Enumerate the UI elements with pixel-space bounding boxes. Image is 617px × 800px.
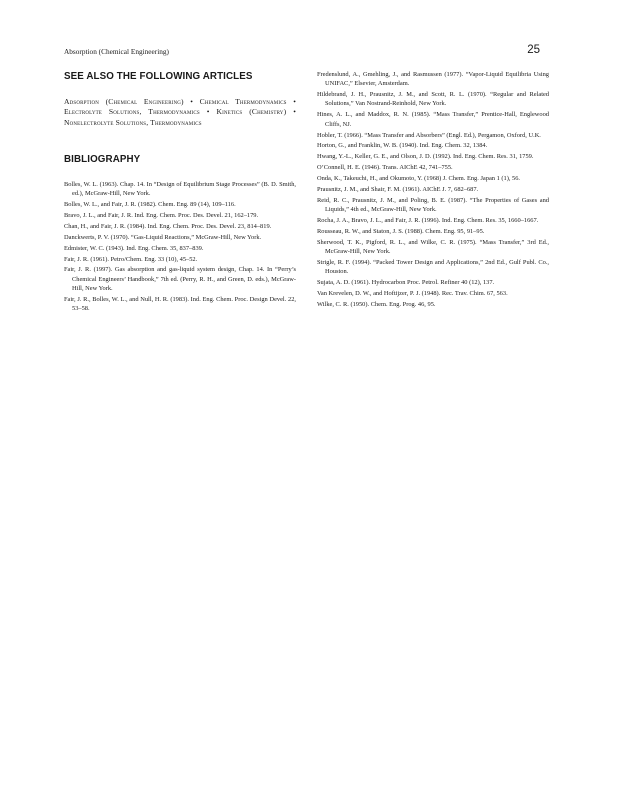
bibliography-entry: Bolles, W. L., and Fair, J. R. (1982). Chem. Eng. 89 (14), 109–116. — [64, 201, 236, 209]
right-column — [317, 70, 549, 311]
running-header: Absorption (Chemical Engineering) — [64, 47, 169, 56]
bullet-separator: • — [190, 97, 194, 106]
see-also-item[interactable]: Nonelectrolyte Solutions, Thermodynamics — [64, 117, 202, 127]
bibliography-entry: Sherwood, T. K., Pigford, R. L., and Wilke, C. R. (1975). “Mass Transfer,” 3rd Ed., McGraw-Hill, New York. — [317, 238, 549, 256]
see-also-item[interactable]: Kinetics (Chemistry) — [216, 107, 287, 117]
bibliography-entry: Fair, J. R. (1961). Petro/Chem. Eng. 33 (10), 45–52. — [64, 255, 198, 263]
bibliography-entry: Wilke, C. R. (1950). Chem. Eng. Prog. 46, 95. — [317, 301, 436, 309]
bibliography-entry: Fair, J. R. (1997). Gas absorption and gas-liquid system design, Chap. 14. In “Perry’s Chemical Engineers’ Handbook,” 7th ed. (Perry, R. H., and Green, D. eds.), McGraw-Hill, New York. — [64, 266, 296, 293]
bibliography-entry: Danckwerts, P. V. (1970). “Gas-Liquid Reactions,” McGraw-Hill, New York. — [64, 233, 262, 241]
bullet-separator: • — [293, 97, 296, 106]
see-also-heading: SEE ALSO THE FOLLOWING ARTICLES — [64, 71, 253, 82]
bibliography-entry: Strigle, R. F. (1994). “Packed Tower Design and Applications,” 2nd Ed., Gulf Publ. Co., Houston. — [317, 259, 549, 276]
left-column — [64, 70, 296, 315]
bibliography-entry: Chan, H., and Fair, J. R. (1984). Ind. Eng. Chem. Proc. Des. Devel. 23, 814–819. — [64, 222, 272, 230]
bibliography-entry: Reid, R. C., Prausnitz, J. M., and Poling, B. E. (1987). “The Properties of Gases and Liquids,” 4th ed., McGraw-Hill, New York. — [317, 196, 549, 214]
bibliography-entry: Prausnitz, J. M., and Shair, F. M. (1961). AIChE J. 7, 682–687. — [317, 186, 479, 194]
bullet-separator: • — [293, 107, 296, 117]
bibliography-entry: Sujata, A. D. (1961). Hydrocarbon Proc. Petrol. Refiner 40 (12), 137. — [317, 279, 495, 287]
bibliography-entry: Bolles, W. L. (1963). Chap. 14. In “Design of Equilibrium Stage Processes” (B. D. Smith, ed.), McGraw-Hill, New York. — [64, 180, 296, 198]
bibliography-entry: Edmister, W. C. (1943). Ind. Eng. Chem. 35, 837–839. — [64, 244, 204, 252]
bibliography-entry: Hwang, Y.-L., Keller, G. E., and Olson, J. D. (1992). Ind. Eng. Chem. Res. 31, 1759. — [317, 153, 534, 161]
bibliography-list-left — [64, 180, 296, 314]
bibliography-list-right — [317, 70, 549, 309]
bibliography-entry: Fair, J. R., Bolles, W. L., and Null, H. R. (1983). Ind. Eng. Chem. Proc. Design Devel. 22, 53–58. — [64, 295, 296, 313]
see-also-item[interactable]: Electrolyte Solutions, Thermodynamics — [64, 107, 200, 117]
bibliography-entry: Horton, G., and Franklin, W. B. (1940). Ind. Eng. Chem. 32, 1384. — [317, 142, 488, 150]
bibliography-entry: Hines, A. L., and Maddox, R. N. (1985). “Mass Transfer,” Prentice-Hall, Englewood Cliffs, NJ. — [317, 111, 549, 128]
bibliography-entry: Van Krevelen, D. W., and Hoftijzer, P. J. (1948). Rec. Trav. Chim. 67, 563. — [317, 290, 508, 298]
bibliography-entry: Hildebrand, J. H., Prausnitz, J. M., and Scott, R. L. (1970). “Regular and Related Solutions,” Van Nostrand-Reinhold, New York. — [317, 91, 549, 108]
bullet-separator: • — [206, 107, 210, 117]
bibliography-heading: BIBLIOGRAPHY — [64, 153, 141, 165]
bibliography-entry: Hobler, T. (1966). “Mass Transfer and Absorbers” (Engl. Ed.), Pergamon, Oxford, U.K. — [317, 131, 541, 139]
bibliography-entry: Bravo, J. L., and Fair, J. R. Ind. Eng. Chem. Proc. Des. Devel. 21, 162–179. — [64, 211, 259, 219]
see-also-list — [64, 97, 296, 128]
bibliography-entry: Rocha, J. A., Bravo, J. L., and Fair, J. R. (1996). Ind. Eng. Chem. Res. 35, 1660–1667. — [317, 217, 539, 225]
bibliography-entry: O’Connell, H. E. (1946). Trans. AIChE 42, 741–755. — [317, 164, 453, 172]
see-also-item[interactable]: Chemical Thermodynamics — [199, 97, 287, 106]
page-number: 25 — [527, 44, 540, 56]
bibliography-entry: Onda, K., Takeuchi, H., and Okumoto, Y. (1968) J. Chem. Eng. Japan 1 (1), 56. — [317, 175, 521, 183]
see-also-item[interactable]: Adsorption (Chemical Engineering) — [64, 97, 184, 106]
bibliography-entry: Fredenslund, A., Gmehling, J., and Rasmussen (1977). “Vapor-Liquid Equilibria Using UNIFAC,” Elsevier, Amsterdam. — [317, 71, 549, 88]
bibliography-entry: Rousseau, R. W., and Staton, J. S. (1988). Chem. Eng. 95, 91–95. — [317, 227, 485, 235]
